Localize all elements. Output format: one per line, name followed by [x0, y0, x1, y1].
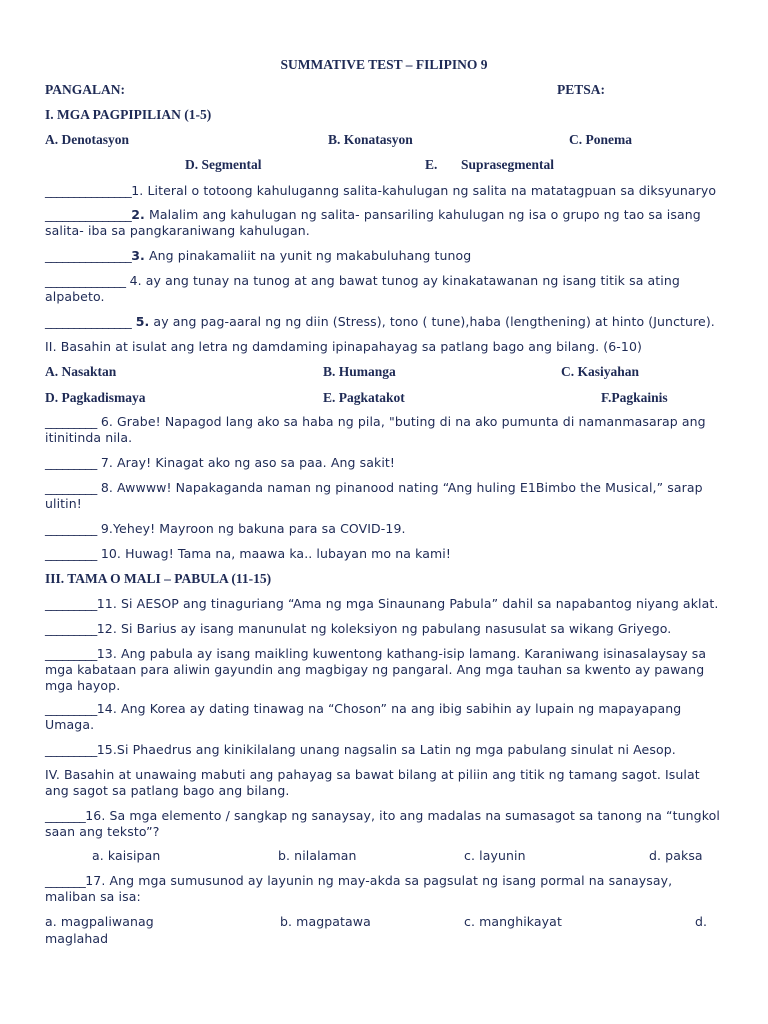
emotion-f: F.Pagkainis — [601, 390, 668, 405]
choice-b: B. Konatasyon — [328, 132, 413, 147]
question-9: _________ 9.Yehey! Mayroon ng bakuna para sa COVID-19. — [45, 521, 406, 536]
q17-option-d-label: maglahad — [45, 931, 109, 946]
question-2: _______________2. Malalim ang kahulugan ng salita- pansariling kahulugan ng isa o grupo ng tao sa isang salita- iba sa pangkaraniwang kahulugan. — [45, 207, 701, 238]
q17-option-a: a. magpaliwanag — [45, 914, 154, 929]
emotion-b: B. Humanga — [323, 364, 396, 379]
emotion-a: A. Nasaktan — [45, 364, 117, 379]
answer-blank[interactable]: _______ — [45, 873, 86, 888]
question-15: _________15.Si Phaedrus ang kinikilalang unang nagsalin sa Latin ng mga pabulang sinulat ni Aesop. — [45, 742, 676, 757]
answer-blank[interactable]: _________ — [45, 646, 97, 661]
question-6: _________ 6. Grabe! Napagod lang ako sa haba ng pila, "buting di na ako pumunta di namanmasarap ang itinitinda nila. — [45, 414, 706, 445]
q16-option-a: a. kaisipan — [92, 848, 161, 863]
answer-blank[interactable]: _________ — [45, 596, 97, 611]
question-10: _________ 10. Huwag! Tama na, maawa ka.. lubayan mo na kami! — [45, 546, 451, 561]
section4-heading: IV. Basahin at unawaing mabuti ang pahayag sa bawat bilang at piliin ang titik ng tamang sagot. Isulat ang sagot sa patlang bago ang bilang. — [45, 767, 700, 798]
question-8: _________ 8. Awwww! Napakaganda naman ng pinanood nating “Ang huling E1Bimbo the Musical,” sarap ulitin! — [45, 480, 703, 511]
emotion-d: D. Pagkadismaya — [45, 390, 146, 405]
answer-blank[interactable]: _______________ — [45, 207, 132, 222]
answer-blank[interactable]: _________ — [45, 701, 97, 716]
answer-blank[interactable]: _______________ — [45, 314, 132, 329]
question-5: _______________ 5. ay ang pag-aaral ng ng diin (Stress), tono ( tune),haba (lengthening) at hinto (Juncture). — [45, 314, 715, 329]
answer-blank[interactable]: _______________ — [45, 248, 132, 263]
emotion-e: E. Pagkatakot — [323, 390, 405, 405]
q16-option-c: c. layunin — [464, 848, 526, 863]
q17-option-b: b. magpatawa — [280, 914, 371, 929]
choice-d: D. Segmental — [185, 157, 262, 172]
q16-option-d: d. paksa — [649, 848, 703, 863]
question-14: _________14. Ang Korea ay dating tinawag na “Choson” na ang ibig sabihin ay lupain ng mapayapang Umaga. — [45, 701, 682, 732]
question-16: _______16. Sa mga elemento / sangkap ng sanaysay, ito ang madalas na sumasagot sa tanong na “tungkol saan ang teksto”? — [45, 808, 720, 839]
choice-e-letter: E. — [425, 157, 438, 172]
q17-option-d-letter: d. — [695, 914, 708, 929]
section3-heading: III. TAMA O MALI – PABULA (11-15) — [45, 571, 272, 586]
answer-blank[interactable]: _________ — [45, 414, 97, 429]
q16-option-b: b. nilalaman — [278, 848, 357, 863]
choice-e-label: Suprasegmental — [461, 157, 555, 172]
question-1: _______________1. Literal o totoong kahuluganng salita-kahulugan ng salita na matatagpuan sa diksyunaryo — [45, 183, 717, 198]
choice-a: A. Denotasyon — [45, 132, 130, 147]
answer-blank[interactable]: _________ — [45, 521, 97, 536]
section2-heading: II. Basahin at isulat ang letra ng damdaming ipinapahayag sa patlang bago ang bilang. (6-10) — [45, 339, 642, 354]
page-title: SUMMATIVE TEST – FILIPINO 9 — [280, 57, 488, 72]
answer-blank[interactable]: _________ — [45, 480, 97, 495]
question-12: _________12. Si Barius ay isang manunulat ng koleksiyon ng pabulang nasusulat sa wikang Griyego. — [45, 621, 672, 636]
choice-c: C. Ponema — [569, 132, 632, 147]
name-label: PANGALAN: — [45, 82, 125, 97]
answer-blank[interactable]: _________ — [45, 621, 97, 636]
section1-heading: I. MGA PAGPIPILIAN (1-5) — [45, 107, 212, 122]
question-11: _________11. Si AESOP ang tinaguriang “Ama ng mga Sinaunang Pabula” dahil sa napabantog niyang aklat. — [45, 596, 719, 611]
q17-option-c: c. manghikayat — [464, 914, 562, 929]
question-13: _________13. Ang pabula ay isang maikling kuwentong kathang-isip lamang. Karaniwang isinasalaysay sa mga kabataan para aliwin gayundin ang magbigay ng pangaral. Ang mga tauhan sa kwento ay pawang mga hayop. — [45, 646, 707, 693]
answer-blank[interactable]: ______________ — [45, 273, 126, 288]
emotion-c: C. Kasiyahan — [561, 364, 640, 379]
question-7: _________ 7. Aray! Kinagat ako ng aso sa paa. Ang sakit! — [45, 455, 395, 470]
answer-blank[interactable]: _________ — [45, 455, 97, 470]
answer-blank[interactable]: _________ — [45, 546, 97, 561]
answer-blank[interactable]: _________ — [45, 742, 97, 757]
answer-blank[interactable]: _______________ — [45, 183, 132, 198]
question-17: _______17. Ang mga sumusunod ay layunin ng may-akda sa pagsulat ng isang pormal na sanaysay, maliban sa isa: — [45, 873, 673, 904]
date-label: PETSA: — [557, 82, 606, 97]
question-4: ______________ 4. ay ang tunay na tunog at ang bawat tunog ay kinakatawanan ng isang titik sa ating alpabeto. — [45, 273, 680, 304]
question-3: _______________3. Ang pinakamaliit na yunit ng makabuluhang tunog — [45, 248, 472, 263]
answer-blank[interactable]: _______ — [45, 808, 86, 823]
